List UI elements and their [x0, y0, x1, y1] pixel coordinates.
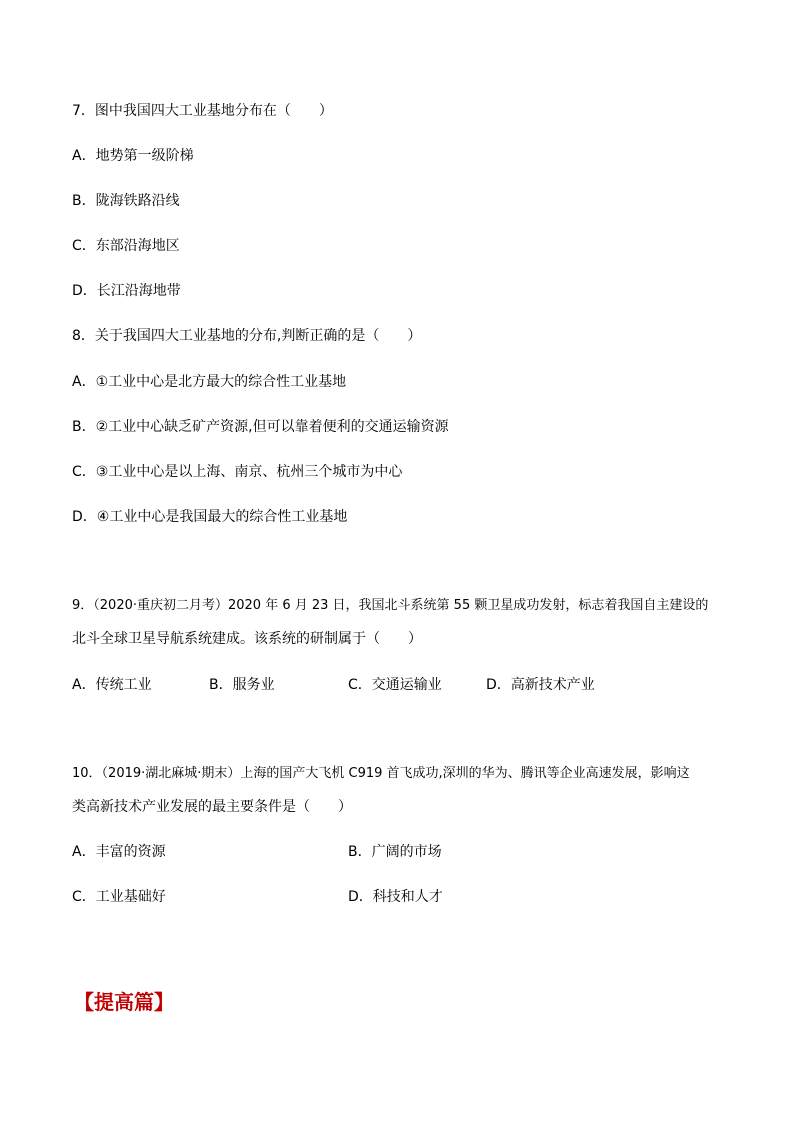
question-7-option-c: C．东部沿海地区	[72, 238, 180, 254]
question-8-option-d: D．④工业中心是我国最大的综合性工业基地	[72, 509, 348, 525]
question-7-stem: 7．图中我国四大工业基地分布在（ ）	[72, 103, 333, 119]
question-8-option-b: B．②工业中心缺乏矿产资源,但可以靠着便利的交通运输资源	[72, 419, 449, 435]
question-10-option-b: B．广阔的市场	[348, 844, 442, 860]
question-7-option-d: D．长江沿海地带	[72, 283, 181, 299]
question-7-option-b: B．陇海铁路沿线	[72, 193, 180, 209]
question-9-option-b: B．服务业	[209, 677, 275, 693]
question-9-option-c: C．交通运输业	[348, 677, 442, 693]
question-10-stem-line-2: 类高新技术产业发展的最主要条件是（ ）	[72, 799, 352, 815]
question-7-option-a: A．地势第一级阶梯	[72, 148, 194, 164]
question-9-stem-line-2: 北斗全球卫星导航系统建成。该系统的研制属于（ ）	[72, 631, 422, 647]
question-8-option-c: C．③工业中心是以上海、南京、杭州三个城市为中心	[72, 464, 403, 480]
question-9-option-d: D．高新技术产业	[486, 677, 595, 693]
question-8-option-a: A．①工业中心是北方最大的综合性工业基地	[72, 374, 347, 390]
question-9-stem-line-1: 9．（2020·重庆初二月考）2020 年 6 月 23 日，我国北斗系统第 55 颗卫星成功发射，标志着我国自主建设的	[72, 598, 709, 613]
section-heading: 【提高篇】	[74, 990, 174, 1014]
question-10-option-c: C．工业基础好	[72, 889, 166, 905]
question-10-option-a: A．丰富的资源	[72, 844, 166, 860]
question-8-stem: 8．关于我国四大工业基地的分布,判断正确的是（ ）	[72, 328, 422, 344]
question-9-option-a: A．传统工业	[72, 677, 152, 693]
question-10-stem-line-1: 10．（2019·湖北麻城·期末）上海的国产大飞机 C919 首飞成功,深圳的华为、腾讯等企业高速发展，影响这	[72, 766, 690, 781]
question-10-option-d: D．科技和人才	[348, 889, 443, 905]
